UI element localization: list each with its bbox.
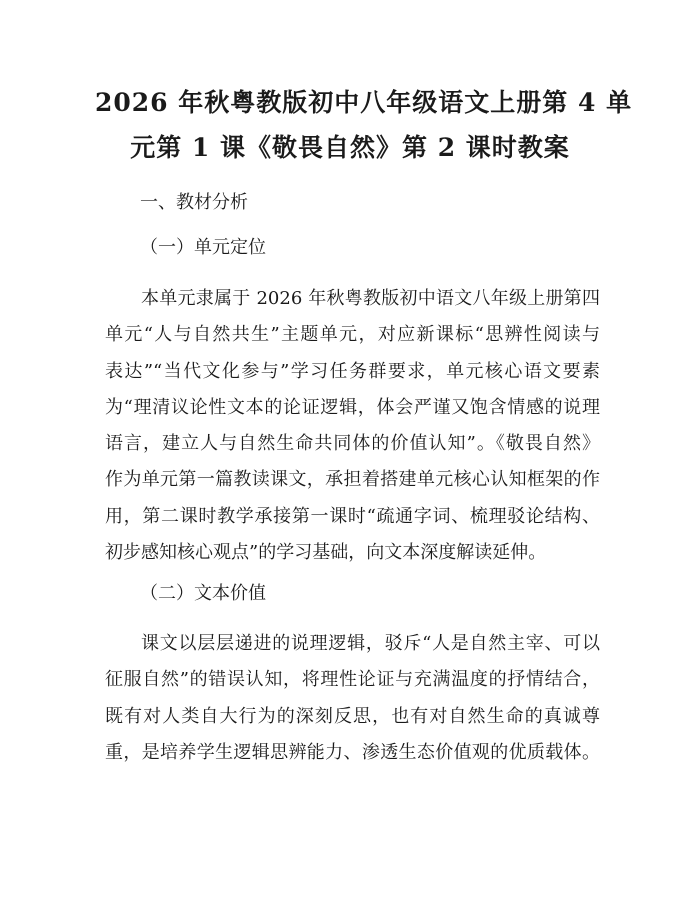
- document-title: [95, 80, 633, 170]
- subsection-heading-unit-positioning: （一）单元定位: [140, 237, 266, 258]
- subsection-heading-text-value: （二）文本价值: [140, 583, 266, 604]
- paragraph-line: 语言，建立人与自然生命共同体的价值认知”。《敬畏自然》: [105, 433, 600, 455]
- paragraph-line: 初步感知核心观点”的学习基础，向文本深度解读延伸。: [105, 542, 547, 564]
- paragraph-line: 表达”“当代文化参与”学习任务群要求，单元核心语文要素: [105, 360, 600, 382]
- paragraph-line: 为“理清议论性文本的论证逻辑，体会严谨又饱含情感的说理: [105, 396, 600, 418]
- paragraph-line: 既有对人类自大行为的深刻反思，也有对自然生命的真诚尊: [105, 705, 600, 727]
- paragraph-line: 征服自然”的错误认知，将理性论证与充满温度的抒情结合，: [105, 669, 600, 691]
- paragraph-line: 用，第二课时教学承接第一课时“疏通字词、梳理驳论结构、: [105, 505, 600, 527]
- title-line: 2026 年秋粤教版初中八年级语文上册第 4 单: [95, 88, 633, 117]
- paragraph-line: 本单元隶属于 2026 年秋粤教版初中语文八年级上册第四: [141, 288, 600, 309]
- paragraph-text-value: [105, 626, 600, 771]
- section-heading-textbook-analysis: 一、教材分析: [140, 192, 248, 213]
- paragraph-line: 课文以层层递进的说理逻辑，驳斥“人是自然主宰、可以: [141, 633, 600, 654]
- paragraph-line: 作为单元第一篇教读课文，承担着搭建单元核心认知框架的作: [105, 469, 600, 491]
- paragraph-line: 重，是培养学生逻辑思辨能力、渗透生态价值观的优质载体。: [105, 741, 600, 763]
- paragraph-line: 单元“人与自然共生”主题单元，对应新课标“思辨性阅读与: [105, 324, 600, 346]
- title-line: 元第 1 课《敬畏自然》第 2 课时教案: [130, 133, 570, 162]
- paragraph-unit-positioning: [105, 281, 600, 571]
